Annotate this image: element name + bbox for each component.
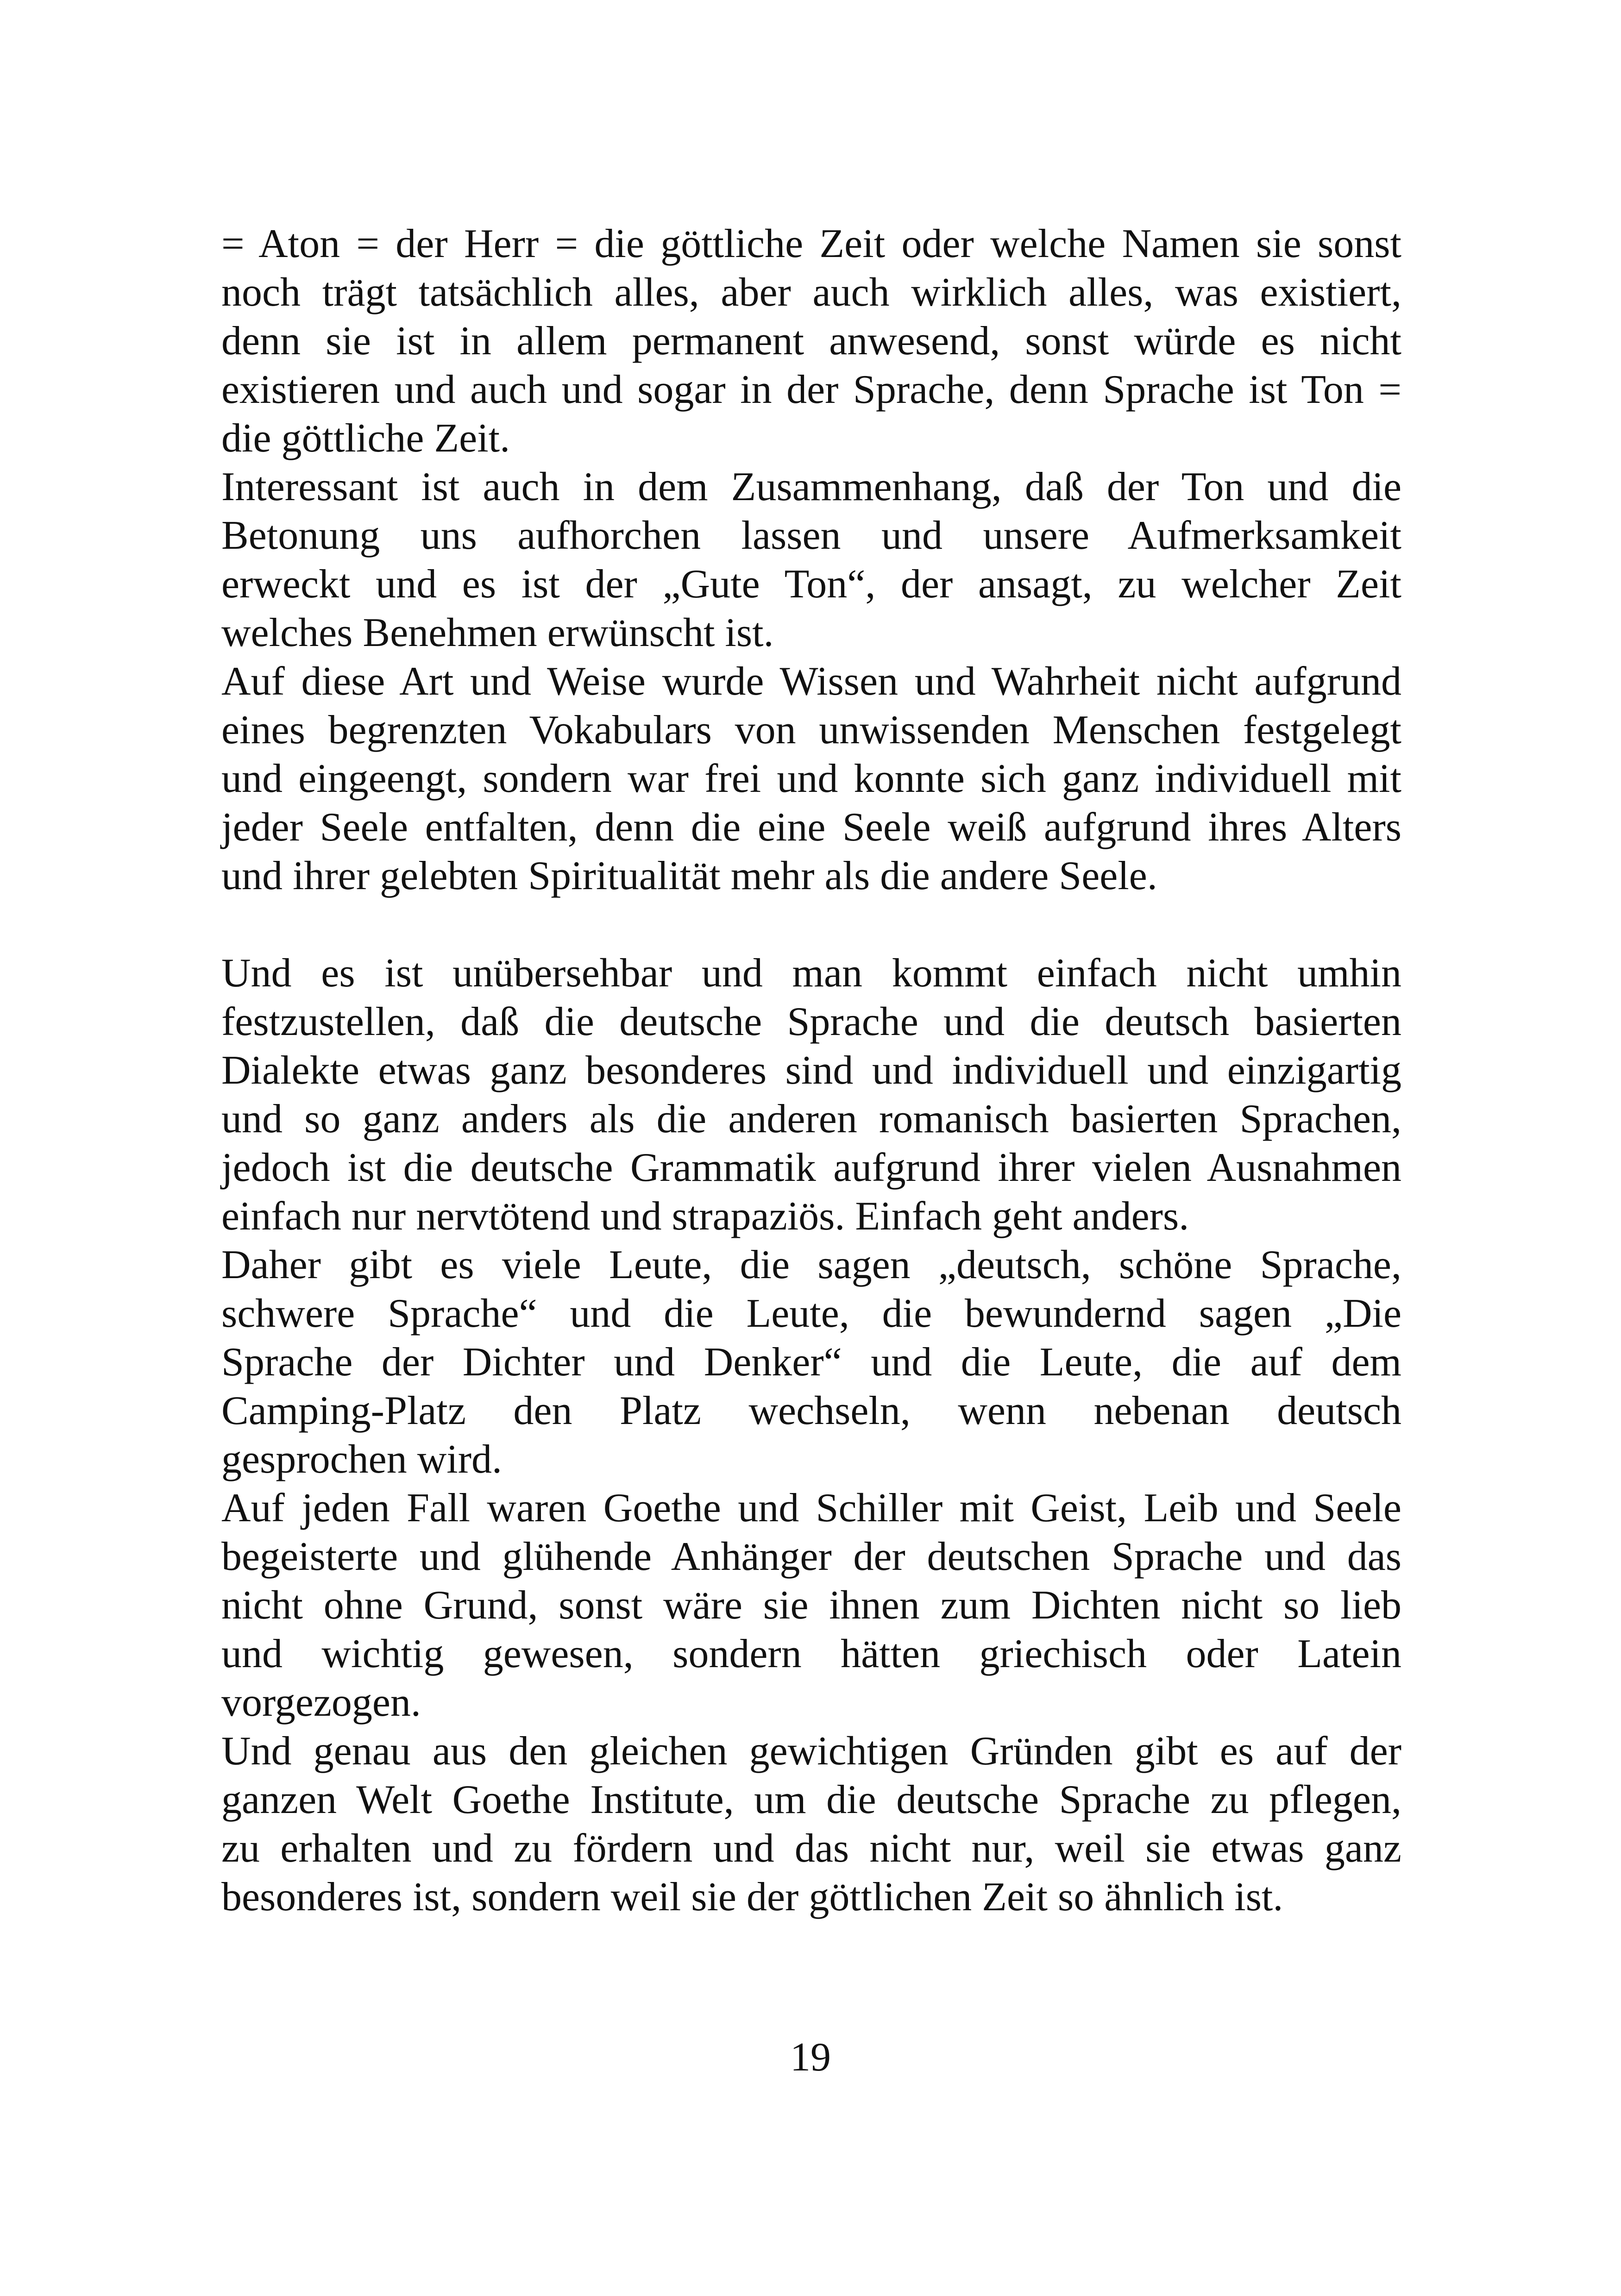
text-line: welches Benehmen erwünscht ist. [221, 610, 774, 655]
text-line: Daher gibt es viele Leute, die sagen „deutsch, schöne Sprache, [221, 1242, 1401, 1287]
text-line: vorgezogen. [221, 1680, 421, 1725]
text-line: erweckt und es ist der „Gute Ton“, der ansagt, zu welcher Zeit [221, 562, 1401, 607]
text-line: Auf jeden Fall waren Goethe und Schiller mit Geist, Leib und Seele [221, 1486, 1401, 1531]
paragraph-gap [221, 900, 1401, 949]
body-text [221, 220, 1401, 1921]
text-line: die göttliche Zeit. [221, 416, 510, 461]
text-line: eines begrenzten Vokabulars von unwissenden Menschen festgelegt [221, 708, 1401, 753]
text-line: besonderes ist, sondern weil sie der göttlichen Zeit so ähnlich ist. [221, 1875, 1283, 1920]
text-line: und wichtig gewesen, sondern hätten griechisch oder Latein [221, 1631, 1401, 1676]
text-line: existieren und auch und sogar in der Sprache, denn Sprache ist Ton = [221, 367, 1401, 412]
text-line: nicht ohne Grund, sonst wäre sie ihnen zum Dichten nicht so lieb [221, 1583, 1401, 1628]
text-line: Auf diese Art und Weise wurde Wissen und Wahrheit nicht aufgrund [221, 659, 1401, 704]
text-line: und so ganz anders als die anderen romanisch basierten Sprachen, [221, 1097, 1401, 1142]
text-line: und eingeengt, sondern war frei und konnte sich ganz individuell mit [221, 756, 1401, 801]
text-line: ganzen Welt Goethe Institute, um die deutsche Sprache zu pflegen, [221, 1777, 1401, 1822]
text-line: Und es ist unübersehbar und man kommt einfach nicht umhin [221, 951, 1401, 996]
text-line: und ihrer gelebten Spiritualität mehr als die andere Seele. [221, 853, 1157, 898]
text-line: Interessant ist auch in dem Zusammenhang, daß der Ton und die [221, 464, 1401, 509]
text-line: einfach nur nervtötend und strapaziös. Einfach geht anders. [221, 1194, 1189, 1239]
text-line: Camping-Platz den Platz wechseln, wenn nebenan deutsch [221, 1388, 1401, 1433]
text-line: gesprochen wird. [221, 1437, 503, 1482]
text-line: Sprache der Dichter und Denker“ und die Leute, die auf dem [221, 1340, 1401, 1385]
text-line: schwere Sprache“ und die Leute, die bewundernd sagen „Die [221, 1291, 1401, 1336]
text-line: denn sie ist in allem permanent anwesend, sonst würde es nicht [221, 319, 1401, 364]
text-line: begeisterte und glühende Anhänger der deutschen Sprache und das [221, 1534, 1401, 1579]
text-line: festzustellen, daß die deutsche Sprache und die deutsch basierten [221, 999, 1401, 1044]
text-line: Betonung uns aufhorchen lassen und unsere Aufmerksamkeit [221, 513, 1401, 558]
text-line: zu erhalten und zu fördern und das nicht nur, weil sie etwas ganz [221, 1826, 1401, 1871]
text-line: Und genau aus den gleichen gewichtigen Gründen gibt es auf der [221, 1729, 1401, 1774]
text-line: jeder Seele entfalten, denn die eine Seele weiß aufgrund ihres Alters [221, 805, 1401, 850]
text-line: = Aton = der Herr = die göttliche Zeit oder welche Namen sie sonst [221, 221, 1401, 266]
text-line: jedoch ist die deutsche Grammatik aufgrund ihrer vielen Ausnahmen [221, 1145, 1401, 1190]
text-line: Dialekte etwas ganz besonderes sind und individuell und einzigartig [221, 1048, 1401, 1093]
text-line: noch trägt tatsächlich alles, aber auch wirklich alles, was existiert, [221, 270, 1401, 315]
page-number: 19 [790, 2035, 831, 2080]
